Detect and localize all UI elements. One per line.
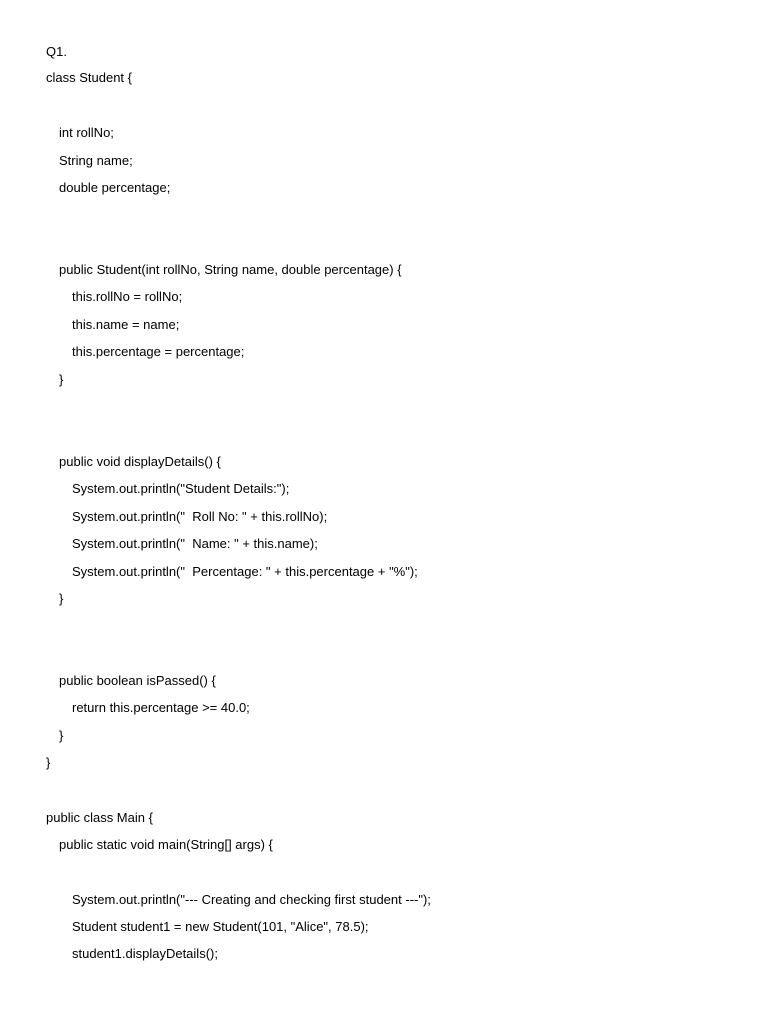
code-line: System.out.println("Student Details:"); bbox=[72, 481, 290, 496]
code-line: public static void main(String[] args) { bbox=[59, 837, 273, 852]
code-line: System.out.println(" Percentage: " + this.percentage + "%"); bbox=[72, 564, 418, 579]
code-line: System.out.println("--- Creating and checking first student ---"); bbox=[72, 892, 431, 907]
code-line: public Student(int rollNo, String name, double percentage) { bbox=[59, 262, 402, 277]
code-line: return this.percentage >= 40.0; bbox=[72, 700, 250, 715]
code-line: Student student1 = new Student(101, "Alice", 78.5); bbox=[72, 919, 369, 934]
code-line: public class Main { bbox=[46, 810, 153, 825]
code-line: this.percentage = percentage; bbox=[72, 344, 245, 359]
code-line: int rollNo; bbox=[59, 125, 114, 140]
code-line: public boolean isPassed() { bbox=[59, 673, 216, 688]
code-line: this.rollNo = rollNo; bbox=[72, 289, 183, 304]
code-line: } bbox=[46, 755, 51, 770]
code-line: } bbox=[59, 372, 64, 387]
code-line: System.out.println(" Name: " + this.name); bbox=[72, 536, 318, 551]
code-line: } bbox=[59, 591, 64, 606]
code-line: this.name = name; bbox=[72, 317, 180, 332]
code-line: student1.displayDetails(); bbox=[72, 946, 218, 961]
code-line: public void displayDetails() { bbox=[59, 454, 221, 469]
code-line: System.out.println(" Roll No: " + this.rollNo); bbox=[72, 509, 328, 524]
code-line: class Student { bbox=[46, 70, 132, 85]
question-heading: Q1. bbox=[46, 44, 67, 59]
code-line: String name; bbox=[59, 153, 133, 168]
code-line: double percentage; bbox=[59, 180, 171, 195]
code-line: } bbox=[59, 728, 64, 743]
